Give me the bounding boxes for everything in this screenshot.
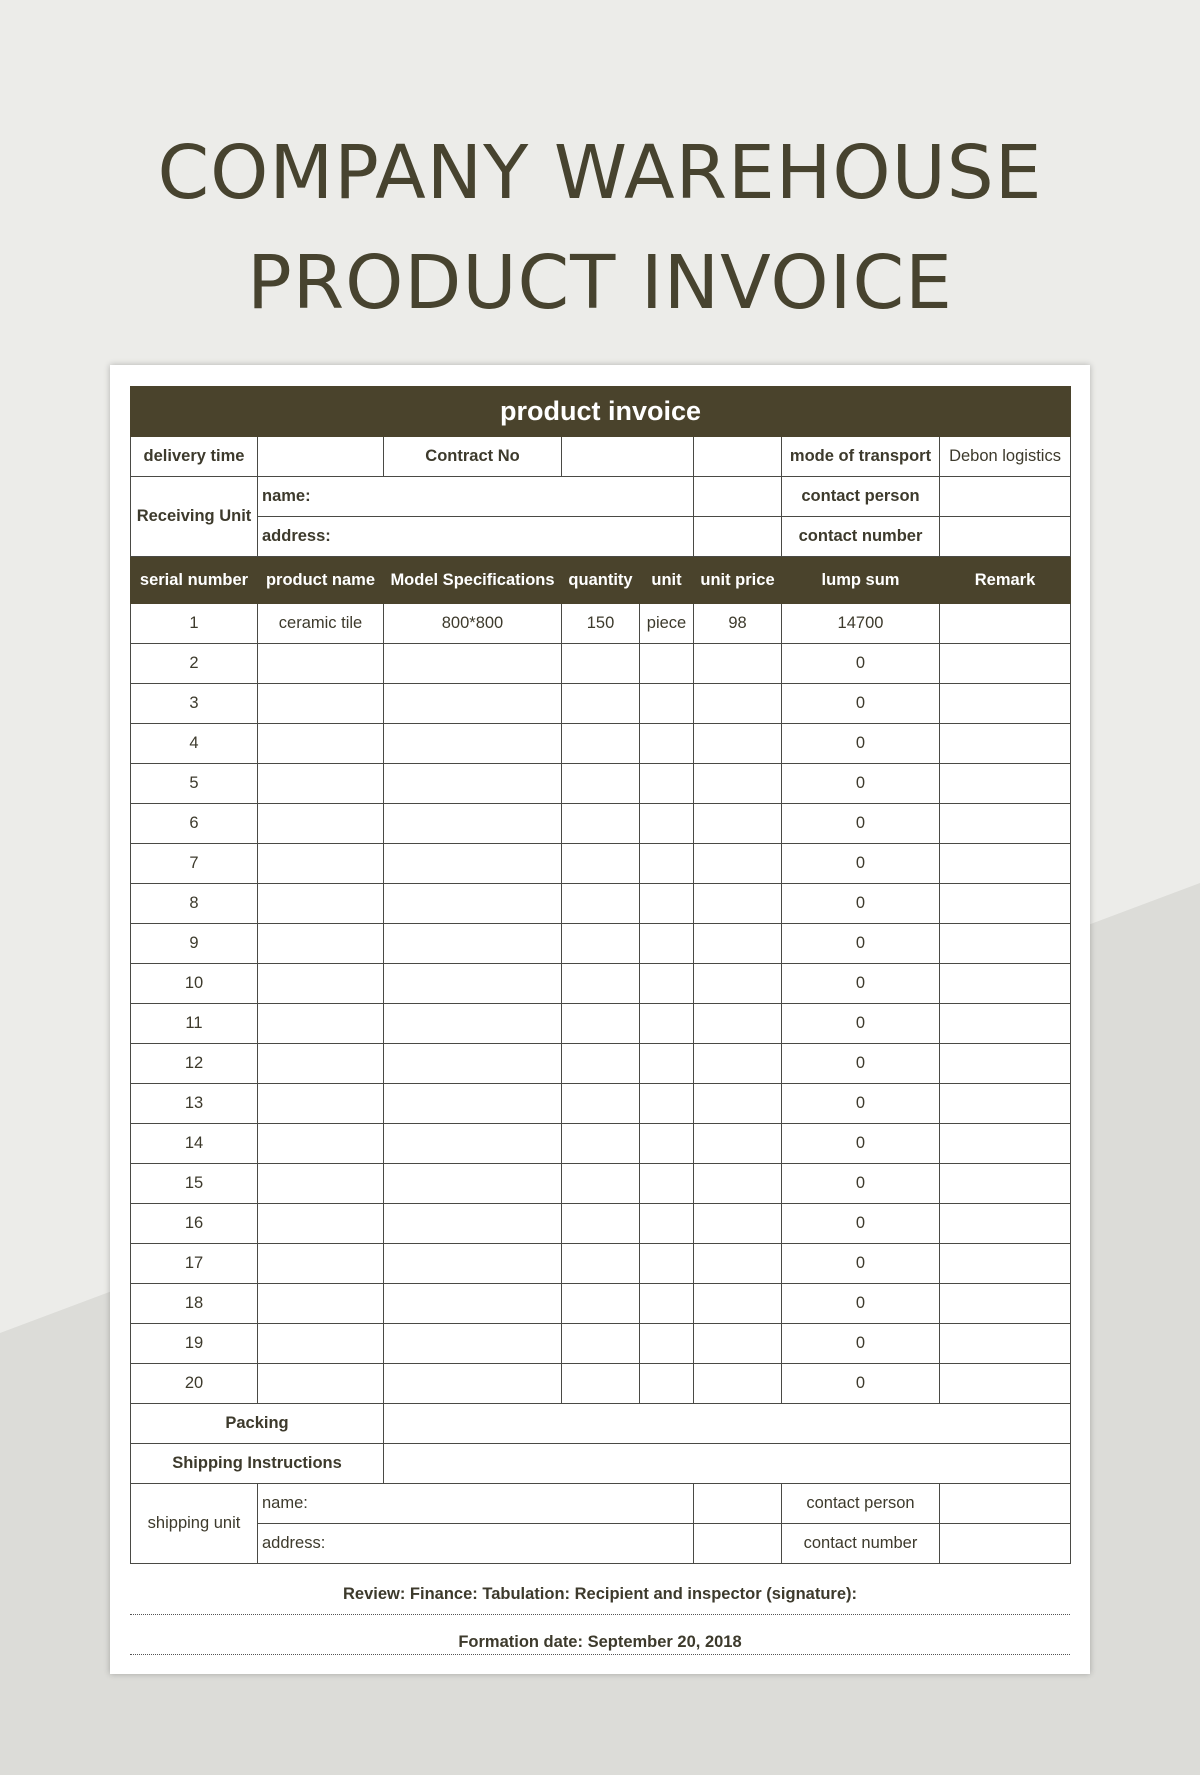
product-name-cell[interactable] bbox=[258, 1084, 384, 1124]
col-unit: unit bbox=[640, 557, 694, 604]
product-name-cell[interactable] bbox=[258, 804, 384, 844]
col-quantity: quantity bbox=[562, 557, 640, 604]
table-row bbox=[131, 1244, 1071, 1284]
lump-sum-cell[interactable]: 0 bbox=[782, 1284, 940, 1324]
unit-cell[interactable] bbox=[640, 1164, 694, 1204]
shipping-instructions-label: Shipping Instructions bbox=[131, 1444, 384, 1484]
product-name-cell[interactable] bbox=[258, 724, 384, 764]
unit-cell[interactable] bbox=[640, 924, 694, 964]
remark-cell[interactable] bbox=[940, 924, 1071, 964]
quantity-cell[interactable] bbox=[562, 724, 640, 764]
unit-price-cell[interactable] bbox=[694, 1244, 782, 1284]
table-row bbox=[131, 1004, 1071, 1044]
product-name-cell[interactable] bbox=[258, 1164, 384, 1204]
model-spec-cell[interactable] bbox=[384, 844, 562, 884]
quantity-cell[interactable] bbox=[562, 1004, 640, 1044]
table-row bbox=[131, 1124, 1071, 1164]
model-spec-cell[interactable] bbox=[384, 1124, 562, 1164]
col-model-specifications: Model Specifications bbox=[384, 557, 562, 604]
serial-number-cell: 9 bbox=[131, 924, 258, 964]
model-spec-cell[interactable] bbox=[384, 684, 562, 724]
review-line: Review: Finance: Tabulation: Recipient and inspector (signature): bbox=[130, 1574, 1070, 1615]
model-spec-cell[interactable] bbox=[384, 1284, 562, 1324]
shipping-contact-person-value[interactable] bbox=[940, 1484, 1071, 1524]
mode-of-transport-label: mode of transport bbox=[782, 437, 940, 477]
unit-cell[interactable] bbox=[640, 1244, 694, 1284]
table-row bbox=[131, 764, 1071, 804]
remark-cell[interactable] bbox=[940, 1164, 1071, 1204]
model-spec-cell[interactable] bbox=[384, 724, 562, 764]
mode-of-transport-value[interactable]: Debon logistics bbox=[940, 437, 1071, 477]
quantity-cell[interactable] bbox=[562, 1124, 640, 1164]
product-name-cell[interactable] bbox=[258, 924, 384, 964]
contact-number-label: contact number bbox=[782, 517, 940, 557]
serial-number-cell: 6 bbox=[131, 804, 258, 844]
page-title-line-1: COMPANY WAREHOUSE bbox=[157, 130, 1043, 216]
remark-cell[interactable] bbox=[940, 1364, 1071, 1404]
quantity-cell[interactable] bbox=[562, 884, 640, 924]
table-row bbox=[131, 924, 1071, 964]
remark-cell[interactable] bbox=[940, 1004, 1071, 1044]
lump-sum-cell[interactable]: 0 bbox=[782, 764, 940, 804]
lump-sum-cell[interactable]: 0 bbox=[782, 684, 940, 724]
unit-price-cell[interactable] bbox=[694, 964, 782, 1004]
model-spec-cell[interactable] bbox=[384, 1244, 562, 1284]
serial-number-cell: 1 bbox=[131, 604, 258, 644]
shipping-address-label[interactable]: address: bbox=[258, 1524, 694, 1564]
lump-sum-cell[interactable]: 0 bbox=[782, 1124, 940, 1164]
serial-number-cell: 11 bbox=[131, 1004, 258, 1044]
lump-sum-cell[interactable]: 0 bbox=[782, 1204, 940, 1244]
receiving-address-row bbox=[131, 517, 1071, 557]
quantity-cell[interactable] bbox=[562, 804, 640, 844]
table-row bbox=[131, 1324, 1071, 1364]
unit-cell[interactable] bbox=[640, 644, 694, 684]
col-unit-price: unit price bbox=[694, 557, 782, 604]
packing-value[interactable] bbox=[384, 1404, 1071, 1444]
contact-person-value[interactable] bbox=[940, 477, 1071, 517]
product-name-cell[interactable] bbox=[258, 1204, 384, 1244]
table-row bbox=[131, 1044, 1071, 1084]
product-name-cell[interactable] bbox=[258, 764, 384, 804]
quantity-cell[interactable] bbox=[562, 844, 640, 884]
unit-price-cell[interactable] bbox=[694, 724, 782, 764]
column-header-row bbox=[131, 557, 1071, 604]
receiving-unit-label: Receiving Unit bbox=[131, 477, 258, 557]
invoice-title-row bbox=[131, 387, 1071, 437]
lump-sum-cell[interactable]: 0 bbox=[782, 644, 940, 684]
table-row bbox=[131, 684, 1071, 724]
blank-cell[interactable] bbox=[694, 517, 782, 557]
shipping-contact-number-label: contact number bbox=[782, 1524, 940, 1564]
shipping-instructions-row bbox=[131, 1444, 1071, 1484]
unit-price-cell[interactable] bbox=[694, 644, 782, 684]
quantity-cell[interactable] bbox=[562, 1364, 640, 1404]
lump-sum-cell[interactable]: 0 bbox=[782, 1364, 940, 1404]
receiving-name-label[interactable]: name: bbox=[258, 477, 694, 517]
product-name-cell[interactable] bbox=[258, 1044, 384, 1084]
unit-price-cell[interactable] bbox=[694, 764, 782, 804]
quantity-cell[interactable] bbox=[562, 1084, 640, 1124]
remark-cell[interactable] bbox=[940, 684, 1071, 724]
lump-sum-cell[interactable]: 14700 bbox=[782, 604, 940, 644]
invoice-table bbox=[130, 386, 1071, 1564]
shipping-name-row bbox=[131, 1484, 1071, 1524]
unit-price-cell[interactable] bbox=[694, 884, 782, 924]
shipping-instructions-value[interactable] bbox=[384, 1444, 1071, 1484]
model-spec-cell[interactable]: 800*800 bbox=[384, 604, 562, 644]
serial-number-cell: 4 bbox=[131, 724, 258, 764]
remark-cell[interactable] bbox=[940, 804, 1071, 844]
model-spec-cell[interactable] bbox=[384, 1084, 562, 1124]
blank-cell[interactable] bbox=[694, 477, 782, 517]
receiving-name-row bbox=[131, 477, 1071, 517]
model-spec-cell[interactable] bbox=[384, 964, 562, 1004]
model-spec-cell[interactable] bbox=[384, 924, 562, 964]
product-name-cell[interactable] bbox=[258, 1004, 384, 1044]
blank-cell[interactable] bbox=[694, 437, 782, 477]
serial-number-cell: 19 bbox=[131, 1324, 258, 1364]
delivery-time-label: delivery time bbox=[131, 437, 258, 477]
serial-number-cell: 7 bbox=[131, 844, 258, 884]
product-name-cell[interactable]: ceramic tile bbox=[258, 604, 384, 644]
col-serial-number: serial number bbox=[131, 557, 258, 604]
unit-cell[interactable] bbox=[640, 1324, 694, 1364]
unit-price-cell[interactable] bbox=[694, 1364, 782, 1404]
quantity-cell[interactable]: 150 bbox=[562, 604, 640, 644]
unit-price-cell[interactable] bbox=[694, 684, 782, 724]
model-spec-cell[interactable] bbox=[384, 1324, 562, 1364]
lump-sum-cell[interactable]: 0 bbox=[782, 1324, 940, 1364]
lump-sum-cell[interactable]: 0 bbox=[782, 844, 940, 884]
remark-cell[interactable] bbox=[940, 884, 1071, 924]
model-spec-cell[interactable] bbox=[384, 1004, 562, 1044]
delivery-row bbox=[131, 437, 1071, 477]
quantity-cell[interactable] bbox=[562, 1204, 640, 1244]
quantity-cell[interactable] bbox=[562, 1164, 640, 1204]
unit-cell[interactable] bbox=[640, 1284, 694, 1324]
remark-cell[interactable] bbox=[940, 724, 1071, 764]
unit-price-cell[interactable] bbox=[694, 1084, 782, 1124]
table-row bbox=[131, 644, 1071, 684]
table-row bbox=[131, 1284, 1071, 1324]
quantity-cell[interactable] bbox=[562, 684, 640, 724]
lump-sum-cell[interactable]: 0 bbox=[782, 924, 940, 964]
page-title-line-2: PRODUCT INVOICE bbox=[247, 240, 953, 326]
contract-no-value[interactable] bbox=[562, 437, 694, 477]
model-spec-cell[interactable] bbox=[384, 884, 562, 924]
serial-number-cell: 3 bbox=[131, 684, 258, 724]
quantity-cell[interactable] bbox=[562, 644, 640, 684]
model-spec-cell[interactable] bbox=[384, 1164, 562, 1204]
unit-cell[interactable]: piece bbox=[640, 604, 694, 644]
product-name-cell[interactable] bbox=[258, 844, 384, 884]
lump-sum-cell[interactable]: 0 bbox=[782, 1004, 940, 1044]
serial-number-cell: 20 bbox=[131, 1364, 258, 1404]
model-spec-cell[interactable] bbox=[384, 1204, 562, 1244]
unit-price-cell[interactable] bbox=[694, 1204, 782, 1244]
lump-sum-cell[interactable]: 0 bbox=[782, 1164, 940, 1204]
product-name-cell[interactable] bbox=[258, 1364, 384, 1404]
packing-label: Packing bbox=[131, 1404, 384, 1444]
table-row bbox=[131, 964, 1071, 1004]
unit-price-cell[interactable]: 98 bbox=[694, 604, 782, 644]
unit-price-cell[interactable] bbox=[694, 1164, 782, 1204]
serial-number-cell: 17 bbox=[131, 1244, 258, 1284]
product-name-cell[interactable] bbox=[258, 884, 384, 924]
remark-cell[interactable] bbox=[940, 964, 1071, 1004]
unit-price-cell[interactable] bbox=[694, 844, 782, 884]
quantity-cell[interactable] bbox=[562, 1324, 640, 1364]
unit-price-cell[interactable] bbox=[694, 1044, 782, 1084]
serial-number-cell: 13 bbox=[131, 1084, 258, 1124]
shipping-unit-label: shipping unit bbox=[131, 1484, 258, 1564]
remark-cell[interactable] bbox=[940, 1124, 1071, 1164]
table-row bbox=[131, 1084, 1071, 1124]
lump-sum-cell[interactable]: 0 bbox=[782, 724, 940, 764]
remark-cell[interactable] bbox=[940, 1084, 1071, 1124]
product-name-cell[interactable] bbox=[258, 1324, 384, 1364]
shipping-name-label[interactable]: name: bbox=[258, 1484, 694, 1524]
unit-cell[interactable] bbox=[640, 844, 694, 884]
quantity-cell[interactable] bbox=[562, 1284, 640, 1324]
quantity-cell[interactable] bbox=[562, 1044, 640, 1084]
lump-sum-cell[interactable]: 0 bbox=[782, 1244, 940, 1284]
unit-cell[interactable] bbox=[640, 1044, 694, 1084]
serial-number-cell: 2 bbox=[131, 644, 258, 684]
unit-cell[interactable] bbox=[640, 724, 694, 764]
quantity-cell[interactable] bbox=[562, 924, 640, 964]
lump-sum-cell[interactable]: 0 bbox=[782, 1044, 940, 1084]
model-spec-cell[interactable] bbox=[384, 1044, 562, 1084]
unit-cell[interactable] bbox=[640, 684, 694, 724]
lump-sum-cell[interactable]: 0 bbox=[782, 964, 940, 1004]
quantity-cell[interactable] bbox=[562, 1244, 640, 1284]
table-row bbox=[131, 724, 1071, 764]
shipping-address-row bbox=[131, 1524, 1071, 1564]
serial-number-cell: 10 bbox=[131, 964, 258, 1004]
table-row bbox=[131, 844, 1071, 884]
product-name-cell[interactable] bbox=[258, 644, 384, 684]
unit-cell[interactable] bbox=[640, 764, 694, 804]
serial-number-cell: 14 bbox=[131, 1124, 258, 1164]
unit-price-cell[interactable] bbox=[694, 1324, 782, 1364]
table-row bbox=[131, 804, 1071, 844]
col-remark: Remark bbox=[940, 557, 1071, 604]
serial-number-cell: 8 bbox=[131, 884, 258, 924]
product-name-cell[interactable] bbox=[258, 1124, 384, 1164]
shipping-contact-number-value[interactable] bbox=[940, 1524, 1071, 1564]
unit-cell[interactable] bbox=[640, 964, 694, 1004]
serial-number-cell: 15 bbox=[131, 1164, 258, 1204]
packing-row bbox=[131, 1404, 1071, 1444]
shipping-contact-person-label: contact person bbox=[782, 1484, 940, 1524]
col-product-name: product name bbox=[258, 557, 384, 604]
product-name-cell[interactable] bbox=[258, 1244, 384, 1284]
contract-no-label: Contract No bbox=[384, 437, 562, 477]
table-row bbox=[131, 884, 1071, 924]
table-row bbox=[131, 1204, 1071, 1244]
remark-cell[interactable] bbox=[940, 1204, 1071, 1244]
blank-cell[interactable] bbox=[694, 1484, 782, 1524]
serial-number-cell: 12 bbox=[131, 1044, 258, 1084]
table-row bbox=[131, 1364, 1071, 1404]
contact-number-value[interactable] bbox=[940, 517, 1071, 557]
model-spec-cell[interactable] bbox=[384, 804, 562, 844]
table-row bbox=[131, 1164, 1071, 1204]
item-rows bbox=[131, 604, 1071, 1404]
model-spec-cell[interactable] bbox=[384, 644, 562, 684]
quantity-cell[interactable] bbox=[562, 764, 640, 804]
receiving-address-label[interactable]: address: bbox=[258, 517, 694, 557]
remark-cell[interactable] bbox=[940, 844, 1071, 884]
lump-sum-cell[interactable]: 0 bbox=[782, 804, 940, 844]
remark-cell[interactable] bbox=[940, 764, 1071, 804]
invoice-sheet bbox=[110, 365, 1090, 1674]
unit-price-cell[interactable] bbox=[694, 804, 782, 844]
unit-price-cell[interactable] bbox=[694, 924, 782, 964]
model-spec-cell[interactable] bbox=[384, 1364, 562, 1404]
product-name-cell[interactable] bbox=[258, 964, 384, 1004]
unit-cell[interactable] bbox=[640, 1204, 694, 1244]
unit-price-cell[interactable] bbox=[694, 1124, 782, 1164]
remark-cell[interactable] bbox=[940, 644, 1071, 684]
invoice-title: product invoice bbox=[131, 387, 1071, 437]
formation-date: Formation date: September 20, 2018 bbox=[130, 1614, 1070, 1655]
serial-number-cell: 18 bbox=[131, 1284, 258, 1324]
table-row bbox=[131, 604, 1071, 644]
lump-sum-cell[interactable]: 0 bbox=[782, 1084, 940, 1124]
unit-cell[interactable] bbox=[640, 1004, 694, 1044]
quantity-cell[interactable] bbox=[562, 964, 640, 1004]
unit-cell[interactable] bbox=[640, 804, 694, 844]
unit-cell[interactable] bbox=[640, 884, 694, 924]
remark-cell[interactable] bbox=[940, 1284, 1071, 1324]
contact-person-label: contact person bbox=[782, 477, 940, 517]
serial-number-cell: 16 bbox=[131, 1204, 258, 1244]
unit-price-cell[interactable] bbox=[694, 1284, 782, 1324]
unit-cell[interactable] bbox=[640, 1084, 694, 1124]
remark-cell[interactable] bbox=[940, 1244, 1071, 1284]
model-spec-cell[interactable] bbox=[384, 764, 562, 804]
unit-price-cell[interactable] bbox=[694, 1004, 782, 1044]
remark-cell[interactable] bbox=[940, 1324, 1071, 1364]
product-name-cell[interactable] bbox=[258, 1284, 384, 1324]
remark-cell[interactable] bbox=[940, 604, 1071, 644]
product-name-cell[interactable] bbox=[258, 684, 384, 724]
unit-cell[interactable] bbox=[640, 1364, 694, 1404]
unit-cell[interactable] bbox=[640, 1124, 694, 1164]
remark-cell[interactable] bbox=[940, 1044, 1071, 1084]
page-title bbox=[0, 118, 1200, 338]
serial-number-cell: 5 bbox=[131, 764, 258, 804]
col-lump-sum: lump sum bbox=[782, 557, 940, 604]
blank-cell[interactable] bbox=[694, 1524, 782, 1564]
lump-sum-cell[interactable]: 0 bbox=[782, 884, 940, 924]
delivery-time-value[interactable] bbox=[258, 437, 384, 477]
